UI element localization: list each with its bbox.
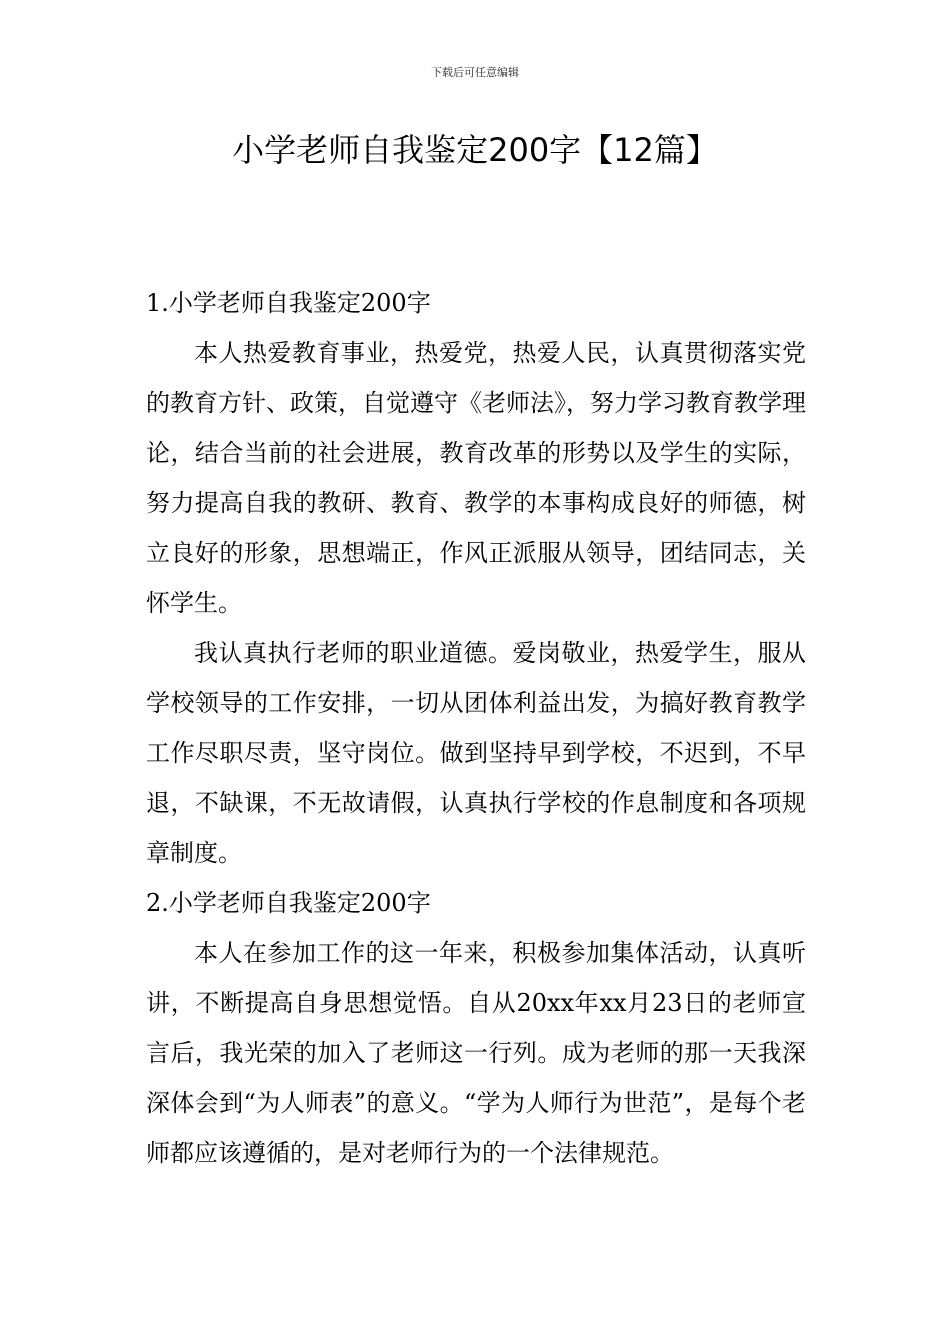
section-heading: 1.小学老师自我鉴定200字: [146, 289, 431, 317]
section-heading: 2.小学老师自我鉴定200字: [146, 889, 431, 917]
document-title: 小学老师自我鉴定200字【12篇】: [232, 131, 718, 169]
paragraph: 本人热爱教育事业，热爱党，热爱人民，认真贯彻落实党的教育方针、政策，自觉遵守《老师法》，努力学习教育教学理论，结合当前的社会进展，教育改革的形势以及学生的实际，努力提高自我的教研、教育、教学的本事构成良好的师德，树立良好的形象，思想端正，作风正派服从领导，团结同志，关怀学生。: [146, 339, 806, 617]
header-note: 下载后可任意编辑: [431, 66, 519, 79]
document-body: [146, 278, 806, 1178]
section-1: [146, 278, 806, 878]
section-2: [146, 878, 806, 1178]
paragraph: 本人在参加工作的这一年来，积极参加集体活动，认真听讲，不断提高自身思想觉悟。自从20xx年xx月23日的老师宣言后，我光荣的加入了老师这一行列。成为老师的那一天我深深体会到“为人师表”的意义。“学为人师行为世范”，是每个老师都应该遵循的，是对老师行为的一个法律规范。: [146, 939, 806, 1167]
paragraph: 我认真执行老师的职业道德。爱岗敬业，热爱学生，服从学校领导的工作安排，一切从团体利益出发，为搞好教育教学工作尽职尽责，坚守岗位。做到坚持早到学校，不迟到，不早退，不缺课，不无故请假，认真执行学校的作息制度和各项规章制度。: [146, 639, 806, 867]
